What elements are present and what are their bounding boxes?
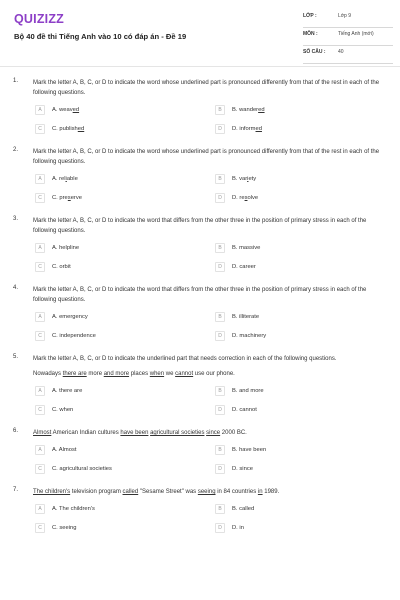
option-text: [52, 333, 96, 339]
answer-option-b[interactable]: [215, 503, 375, 515]
option-text-part: B. and more: [232, 388, 264, 394]
option-letter-box: C: [35, 124, 45, 134]
answer-option-d[interactable]: [215, 123, 375, 135]
option-underlined-part: ed: [72, 107, 80, 113]
answer-option-b[interactable]: [215, 242, 375, 254]
sentence-text: Nowadays: [33, 371, 63, 377]
question-item: [0, 285, 400, 342]
option-text-part: B. called: [232, 506, 255, 512]
option-text: [232, 447, 266, 453]
option-letter-box: A: [35, 243, 45, 253]
prompt-text: 2000 BC.: [220, 430, 247, 436]
question-prompt: Mark the letter A, B, C, or D to indicate the word that differs from the other three in the position of primary stress in each of the following questions.: [33, 218, 367, 234]
underlined-part: in: [257, 489, 263, 495]
answer-option-a[interactable]: [35, 242, 215, 254]
meta-row-subject: [303, 31, 393, 46]
answer-option-b[interactable]: [215, 385, 375, 397]
option-text: [52, 107, 79, 113]
option-text: [52, 176, 78, 182]
option-letter-box: C: [35, 193, 45, 203]
option-letter-box: C: [35, 331, 45, 341]
option-letter-box: B: [215, 105, 225, 115]
option-text: [232, 333, 266, 339]
sentence-text: more: [86, 371, 104, 377]
option-text: [232, 195, 258, 201]
option-text-part: B. have been: [232, 447, 267, 453]
answer-option-a[interactable]: [35, 104, 215, 116]
answer-option-d[interactable]: [215, 192, 375, 204]
underlined-part: cannot: [175, 371, 194, 377]
meta-label: MÔN :: [303, 31, 318, 37]
answer-options: [35, 104, 375, 135]
option-letter-box: D: [215, 193, 225, 203]
question-number: 3.: [13, 216, 19, 222]
answer-options: [35, 242, 375, 273]
answer-option-d[interactable]: [215, 330, 375, 342]
question-item: [0, 354, 400, 416]
answer-options: [35, 173, 375, 204]
underlined-part: Almost: [33, 430, 52, 436]
sentence-text: use our phone.: [193, 371, 235, 377]
underlined-part: there are: [62, 371, 87, 377]
underlined-part: have been: [120, 430, 149, 436]
question-number: 4.: [13, 285, 19, 291]
option-letter-box: D: [215, 523, 225, 533]
question-number: 2.: [13, 147, 19, 153]
prompt-text: in 84 countries: [215, 489, 258, 495]
question-item: [0, 216, 400, 273]
option-text-part: A. emergency: [52, 314, 88, 320]
option-letter-box: D: [215, 331, 225, 341]
option-text-part: erve: [70, 195, 82, 201]
answer-option-d[interactable]: [215, 522, 375, 534]
question-item: [0, 428, 400, 475]
option-letter-box: A: [35, 445, 45, 455]
option-text: [232, 466, 253, 472]
option-text: [52, 245, 79, 251]
option-underlined-part: ed: [258, 107, 265, 113]
option-letter-box: D: [215, 405, 225, 415]
question-item: [0, 147, 400, 204]
option-letter-box: C: [35, 464, 45, 474]
option-text-part: D. career: [232, 264, 256, 270]
underlined-part: when: [149, 371, 165, 377]
header-divider: [0, 66, 400, 67]
answer-option-a[interactable]: [35, 311, 215, 323]
option-text-part: B. illiterate: [232, 314, 260, 320]
option-text-part: C. when: [52, 407, 74, 413]
option-letter-box: B: [215, 445, 225, 455]
answer-option-c[interactable]: [35, 463, 215, 475]
option-text-part: D. in: [232, 525, 244, 531]
option-text-part: D. re: [232, 195, 245, 201]
option-text: [52, 506, 95, 512]
option-letter-box: A: [35, 105, 45, 115]
answer-option-a[interactable]: [35, 173, 215, 185]
option-text-part: D. since: [232, 466, 253, 472]
answer-option-c[interactable]: [35, 192, 215, 204]
answer-option-b[interactable]: [215, 444, 375, 456]
option-text-part: able: [66, 176, 78, 182]
question-prompt: Mark the letter A, B, C, or D to indicate the word that differs from the other three in the position of primary stress in each of the following questions.: [33, 287, 367, 303]
question-list: [0, 78, 400, 546]
option-text: [232, 388, 264, 394]
option-text-part: C. independence: [52, 333, 96, 339]
answer-option-c[interactable]: [35, 330, 215, 342]
answer-option-d[interactable]: [215, 261, 375, 273]
option-text-part: D. machinery: [232, 333, 267, 339]
option-text: [232, 314, 259, 320]
option-text: [232, 107, 265, 113]
question-sentence: [33, 369, 400, 379]
answer-options: [35, 311, 375, 342]
option-text: [232, 407, 257, 413]
meta-label: LỚP :: [303, 13, 317, 19]
option-text: [52, 388, 82, 394]
option-underlined-part: ed: [255, 126, 262, 132]
option-text-part: A. helpline: [52, 245, 80, 251]
option-text-part: A. weav: [52, 107, 73, 113]
prompt-text: television program: [70, 489, 123, 495]
prompt-text: 1989.: [262, 489, 280, 495]
option-text-part: ety: [248, 176, 257, 182]
sentence-text: places: [129, 371, 150, 377]
prompt-text: American Indian cultures: [51, 430, 121, 436]
option-text-part: A. rel: [52, 176, 66, 182]
option-text: [232, 176, 256, 182]
option-underlined-part: s: [244, 195, 248, 201]
document-title: Bộ 40 đề thi Tiếng Anh vào 10 có đáp án - Đề 19: [14, 32, 187, 41]
option-letter-box: B: [215, 243, 225, 253]
prompt-text: "Sesame Street" was: [138, 489, 198, 495]
option-text: [52, 447, 76, 453]
answer-option-a[interactable]: [35, 444, 215, 456]
question-prompt: Mark the letter A, B, C, or D to indicate the word whose underlined part is pronounced differently from that of the rest in each of the following questions.: [33, 149, 380, 165]
option-text-part: D. inform: [232, 126, 256, 132]
option-letter-box: D: [215, 124, 225, 134]
option-text-part: olve: [247, 195, 259, 201]
option-letter-box: B: [215, 504, 225, 514]
underlined-part: since: [206, 430, 221, 436]
option-text-part: A. The children's: [52, 506, 95, 512]
option-text: [232, 126, 262, 132]
answer-option-a[interactable]: [35, 385, 215, 397]
option-letter-box: B: [215, 312, 225, 322]
option-letter-box: D: [215, 262, 225, 272]
option-letter-box: A: [35, 504, 45, 514]
answer-options: [35, 503, 375, 534]
underlined-part: seeing: [197, 489, 216, 495]
option-text: [52, 314, 88, 320]
option-text-part: B. wander: [232, 107, 259, 113]
option-letter-box: D: [215, 464, 225, 474]
option-underlined-part: ed: [77, 126, 85, 132]
answer-option-b[interactable]: [215, 173, 375, 185]
option-letter-box: B: [215, 174, 225, 184]
option-text-part: C. pre: [52, 195, 68, 201]
option-text-part: D. cannot: [232, 407, 257, 413]
question-number: 6.: [13, 428, 19, 434]
answer-option-b[interactable]: [215, 311, 375, 323]
answer-option-a[interactable]: [35, 503, 215, 515]
meta-value: 40: [338, 49, 344, 55]
question-number: 5.: [13, 354, 19, 360]
option-letter-box: C: [35, 523, 45, 533]
option-text-part: C. agricultural societies: [52, 466, 112, 472]
sentence-text: we: [164, 371, 176, 377]
option-letter-box: C: [35, 262, 45, 272]
question-number: 7.: [13, 487, 19, 493]
underlined-part: called: [122, 489, 139, 495]
meta-row-class: [303, 13, 393, 28]
option-letter-box: B: [215, 386, 225, 396]
answer-options: [35, 385, 375, 416]
option-letter-box: A: [35, 174, 45, 184]
meta-label: SỐ CÂU :: [303, 49, 326, 55]
option-underlined-part: i: [65, 176, 67, 182]
answer-option-c[interactable]: [35, 522, 215, 534]
option-text: [52, 466, 112, 472]
question-item: [0, 487, 400, 534]
question-prompt: Mark the letter A, B, C, or D to indicate the word whose underlined part is pronounced differently from that of the rest in each of the following questions.: [33, 80, 380, 96]
question-prompt: [33, 428, 385, 438]
option-text: [52, 525, 77, 531]
answer-option-c[interactable]: [35, 123, 215, 135]
option-text-part: C. seeing: [52, 525, 77, 531]
answer-option-d[interactable]: [215, 463, 375, 475]
option-text: [232, 525, 244, 531]
option-text-part: B. massive: [232, 245, 261, 251]
meta-row-question-count: [303, 49, 393, 64]
option-underlined-part: s: [67, 195, 71, 201]
option-letter-box: A: [35, 386, 45, 396]
option-text: [232, 245, 260, 251]
underlined-part: and more: [103, 371, 130, 377]
option-letter-box: A: [35, 312, 45, 322]
underlined-part: The children's: [33, 489, 71, 495]
option-text-part: C. publish: [52, 126, 78, 132]
answer-option-c[interactable]: [35, 261, 215, 273]
option-text: [52, 407, 73, 413]
underlined-part: agricultural societies: [150, 430, 205, 436]
meta-value: Tiếng Anh (mới): [338, 31, 374, 37]
option-text-part: B. var: [232, 176, 248, 182]
question-prompt: Mark the letter A, B, C, or D to indicate the underlined part that needs correction in each of the following questions.: [33, 356, 337, 362]
answer-option-c[interactable]: [35, 404, 215, 416]
option-text: [52, 195, 82, 201]
option-text: [52, 264, 71, 270]
meta-value: Lớp 9: [338, 13, 352, 19]
answer-option-d[interactable]: [215, 404, 375, 416]
option-underlined-part: i: [247, 176, 249, 182]
option-letter-box: C: [35, 405, 45, 415]
question-number: 1.: [13, 78, 19, 84]
worksheet-meta: [303, 13, 393, 67]
option-text-part: A. Almost: [52, 447, 77, 453]
option-text: [232, 264, 256, 270]
answer-options: [35, 444, 375, 475]
option-text-part: C. orbit: [52, 264, 71, 270]
quizizz-logo: QUIZIZZ: [14, 12, 65, 26]
answer-option-b[interactable]: [215, 104, 375, 116]
question-item: [0, 78, 400, 135]
question-prompt: [33, 487, 385, 497]
option-text-part: A. there are: [52, 388, 83, 394]
option-text: [232, 506, 254, 512]
option-text: [52, 126, 84, 132]
